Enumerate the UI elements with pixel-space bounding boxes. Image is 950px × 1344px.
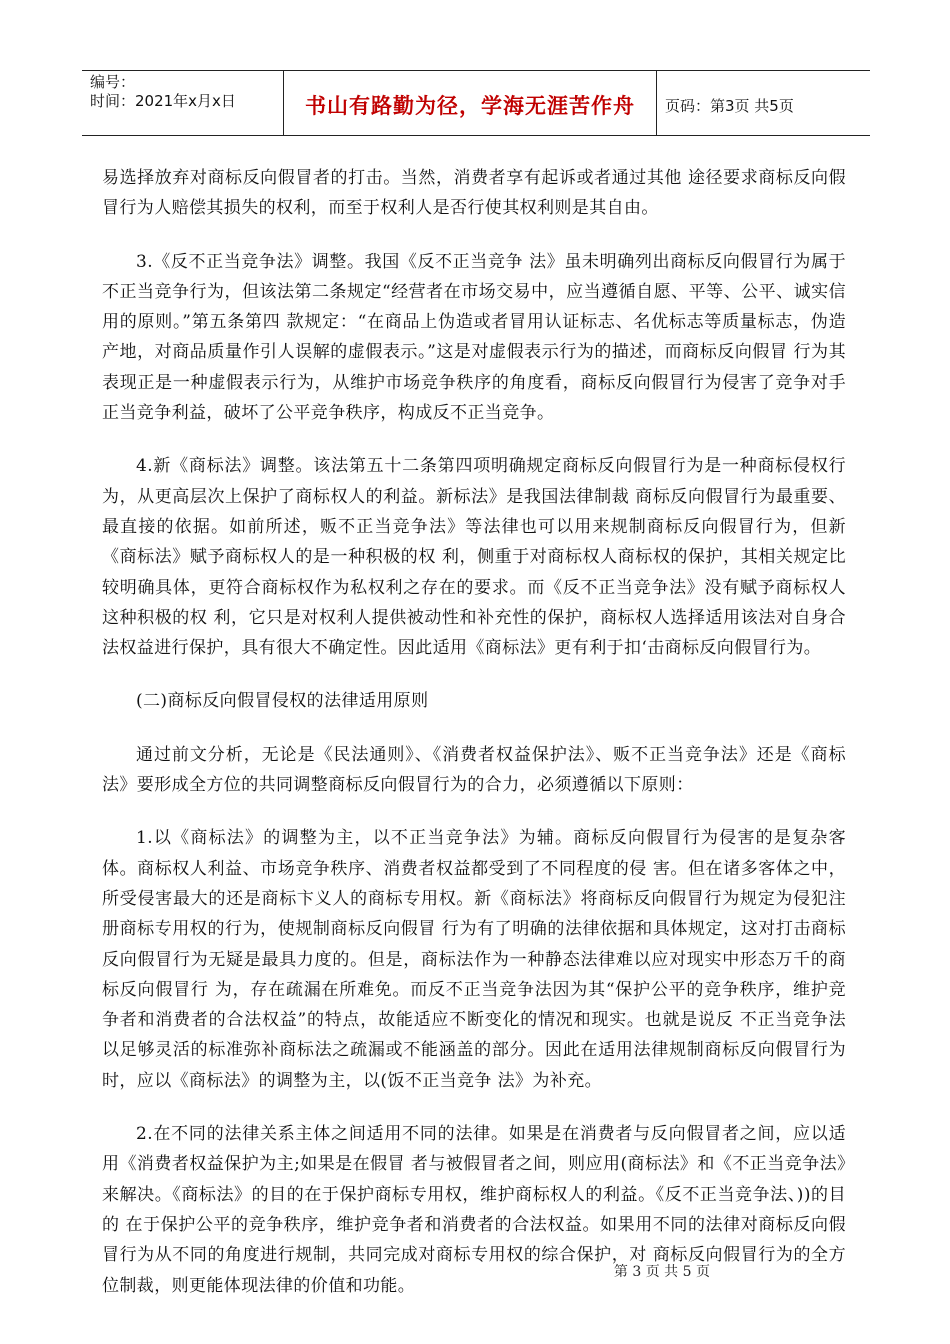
paragraph-principle-2: 2.在不同的法律关系主体之间适用不同的法律。如果是在消费者与反向假冒者之间，应以适用《消费者权益保护为主;如果是在假冒 者与被假冒者之间，则应用(商标法》和《不正当竞争法》来解决。《商标法》的目的在于保护商标专用权，维护商标权人的利益。《反不正当竞争法、))的目的 在于保护公平的竞争秩序，维护竞争者和消费者的合法权益。如果用不同的法律对商标反向假冒行为从不同的角度进行规制，共同完成对商标专用权的综合保护，对 商标反向假冒行为的全方位制裁，则更能体现法律的价值和功能。 <box>102 1124 846 1296</box>
header-meta <box>82 71 284 135</box>
paragraph-principles-intro: 通过前文分析，无论是《民法通则》、《消费者权益保护法》、贩不正当竞争法》还是《商标法》要形成全方位的共同调整商标反向假冒行为的合力，必须遵循以下原则： <box>102 744 846 796</box>
page-footer <box>0 1261 950 1281</box>
page-header <box>82 70 870 136</box>
paragraph-trademark-law: 4.新《商标法》调整。该法第五十二条第四项明确规定商标反向假冒行为是一种商标侵权行为，从更高层次上保护了商标权人的利益。新标法》是我国法律制裁 商标反向假冒行为最重要、最直接的依据。如前所述，贩不正当竞争法》等法律也可以用来规制商标反向假冒行为，但新《商标法》赋予商标权人的是一种积极的权 利，侧重于对商标权人商标权的保护，其相关规定比较明确具体，更符合商标权作为私权利之存在的要求。而《反不正当竞争法》没有赋予商标权人这种积极的权 利，它只是对权利人提供被动性和补充性的保护，商标权人选择适用该法对自身合法权益进行保护，具有很大不确定性。因此适用《商标法》更有利于扣‘击商标反向假冒行为。 <box>102 456 846 659</box>
paragraph-principle-1: 1.以《商标法》的调整为主，以不正当竞争法》为辅。商标反向假冒行为侵害的是复杂客体。商标权人利益、市场竞争秩序、消费者权益都受到了不同程度的侵 害。但在诸多客体之中，所受侵害最大的还是商标卞义人的商标专用权。新《商标法》将商标反向假冒行为规定为侵犯注册商标专用权的行为，使规制商标反向假冒 行为有了明确的法律依据和具体规定，这对打击商标反向假冒行为无疑是最具力度的。但是，商标法作为一种静态法律难以应对现实中形态万千的商标反向假冒行 为，存在疏漏在所难免。而反不正当竞争法因为其“保护公平的竞争秩序，维护竞争者和消费者的合法权益”的特点，故能适应不断变化的情况和现实。也就是说反 不正当竞争法以足够灵活的标准弥补商标法之疏漏或不能涵盖的部分。因此在适用法律规制商标反向假冒行为时，应以《商标法》的调整为主，以(饭不正当竞争 法》为补充。 <box>102 828 846 1091</box>
header-motto: 书山有路勤为径，学海无涯苦作舟 <box>305 94 635 118</box>
doc-number-label: 编号： <box>90 73 136 91</box>
paragraph-continuation: 易选择放弃对商标反向假冒者的打击。当然，消费者享有起诉或者通过其他 途径要求商标反向假冒行为人赔偿其损失的权利，而至于权利人是否行使其权利则是其自由。 <box>102 168 846 219</box>
header-motto-cell <box>284 71 657 135</box>
document-body <box>102 163 846 1324</box>
paragraph-unfair-competition-law: 3.《反不正当竞争法》调整。我国《反不正当竞争 法》虽未明确列出商标反向假冒行为属于不正当竞争行为，但该法第二条规定“经营者在市场交易中，应当遵循自愿、平等、公平、诚实信用的原则。”第五条第四 款规定：“在商品上伪造或者冒用认证标志、名优标志等质量标志，伪造产地，对商品质量作引人误解的虚假表示。”这是对虚假表示行为的描述，而商标反向假冒 行为其表现正是一种虚假表示行为，从维护市场竞争秩序的角度看，商标反向假冒行为侵害了竞争对手正当竞争利益，破坏了公平竞争秩序，构成反不正当竞争。 <box>102 251 846 424</box>
header-page-info: 页码：第3页 共5页 <box>665 96 794 115</box>
footer-page-number: 第 3 页 共 5 页 <box>613 1264 710 1280</box>
doc-time-label: 时间：2021年x月x日 <box>90 92 236 110</box>
section-heading: (二)商标反向假冒侵权的法律适用原则 <box>136 691 429 712</box>
header-page-cell <box>657 71 870 135</box>
